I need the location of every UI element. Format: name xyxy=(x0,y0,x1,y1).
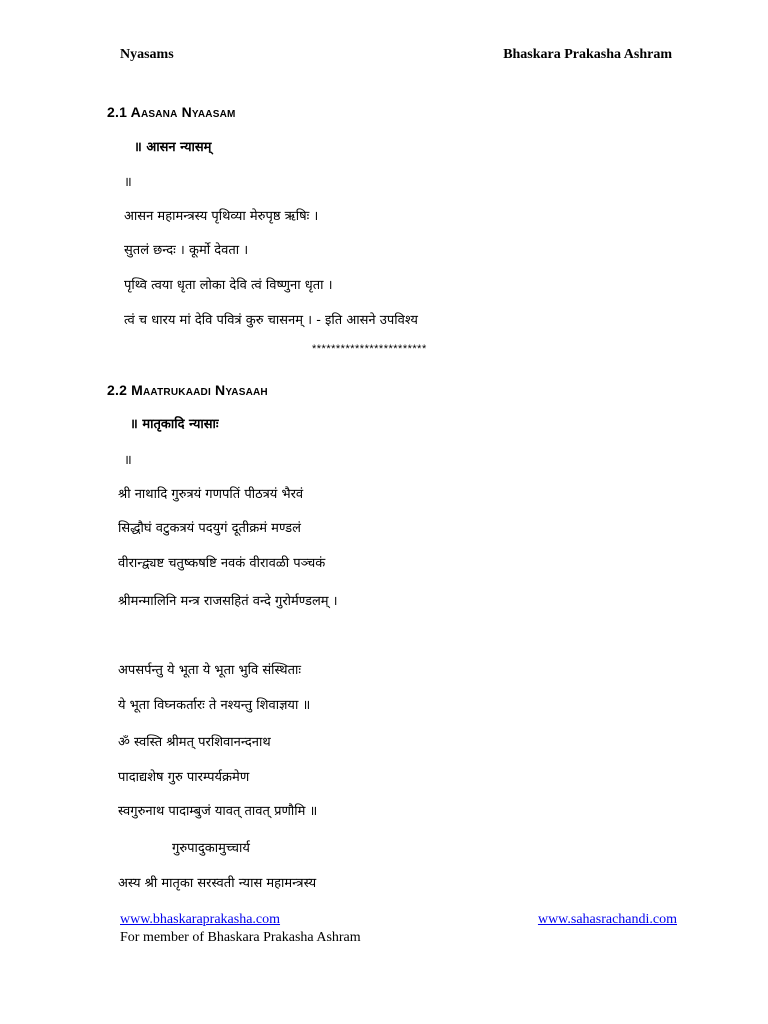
verse-line: गुरुपादुकामुच्चार्य xyxy=(172,841,250,856)
verse-line: आसन महामन्त्रस्य पृथिव्या मेरुपृष्ठ ऋषिः । xyxy=(124,209,319,224)
section-heading-maatrukaadi: ॥ मातृकादि न्यासाः xyxy=(130,417,219,432)
verse-line: ॥ xyxy=(124,453,132,468)
footer-link-bhaskaraprakasha[interactable]: www.bhaskaraprakasha.com xyxy=(120,912,281,927)
verse-line: ॥ xyxy=(124,175,132,190)
section-title-aasana: 2.1 Aasana Nyaasam xyxy=(107,104,236,120)
verse-line: पृथ्वि त्वया धृता लोका देवि त्वं विष्णुना धृता । xyxy=(124,278,333,293)
footer-link-sahasrachandi[interactable]: www.sahasrachandi.com xyxy=(537,912,677,927)
verse-line: वीरान्द्व्यष्ट चतुष्कषष्टि नवकं वीरावळी पञ्चकं xyxy=(118,556,326,571)
section-title-maatrukaadi: 2.2 Maatrukaadi Nyasaah xyxy=(107,382,268,398)
verse-line: ये भूता विघ्नकर्तारः ते नश्यन्तु शिवाज्ञया ॥ xyxy=(118,698,311,713)
verse-line: श्री नाथादि गुरुत्रयं गणपतिं पीठत्रयं भैरवं xyxy=(118,487,304,502)
separator: ************************ xyxy=(312,343,427,355)
verse-line: अस्य श्री मातृका सरस्वती न्यास महामन्त्रस्य xyxy=(118,876,317,891)
section-heading-aasana: ॥ आसन न्यासम् xyxy=(134,140,212,155)
verse-line: श्रीमन्मालिनि मन्त्र राजसहितं वन्दे गुरोर्मण्डलम् । xyxy=(118,594,338,609)
verse-line: सिद्धौघं वटुकत्रयं पदयुगं दूतीक्रमं मण्डलं xyxy=(118,521,301,536)
verse-line: ॐ स्वस्ति श्रीमत् परशिवानन्दनाथ xyxy=(118,735,271,750)
verse-line: पादाद्यशेष गुरु पारम्पर्यक्रमेण xyxy=(118,770,250,785)
footer-note: For member of Bhaskara Prakasha Ashram xyxy=(120,930,361,945)
header-left: Nyasams xyxy=(120,47,174,62)
header-right: Bhaskara Prakasha Ashram xyxy=(503,47,672,62)
verse-line: अपसर्पन्तु ये भूता ये भूता भुवि संस्थिताः xyxy=(118,663,302,678)
verse-line: सुतलं छन्दः । कूर्मो देवता । xyxy=(124,243,249,258)
verse-line: स्वगुरुनाथ पादाम्बुजं यावत् तावत् प्रणौमि ॥ xyxy=(118,804,318,819)
verse-line: त्वं च धारय मां देवि पवित्रं कुरु चासनम् । - इति आसने उपविश्य xyxy=(124,313,418,328)
